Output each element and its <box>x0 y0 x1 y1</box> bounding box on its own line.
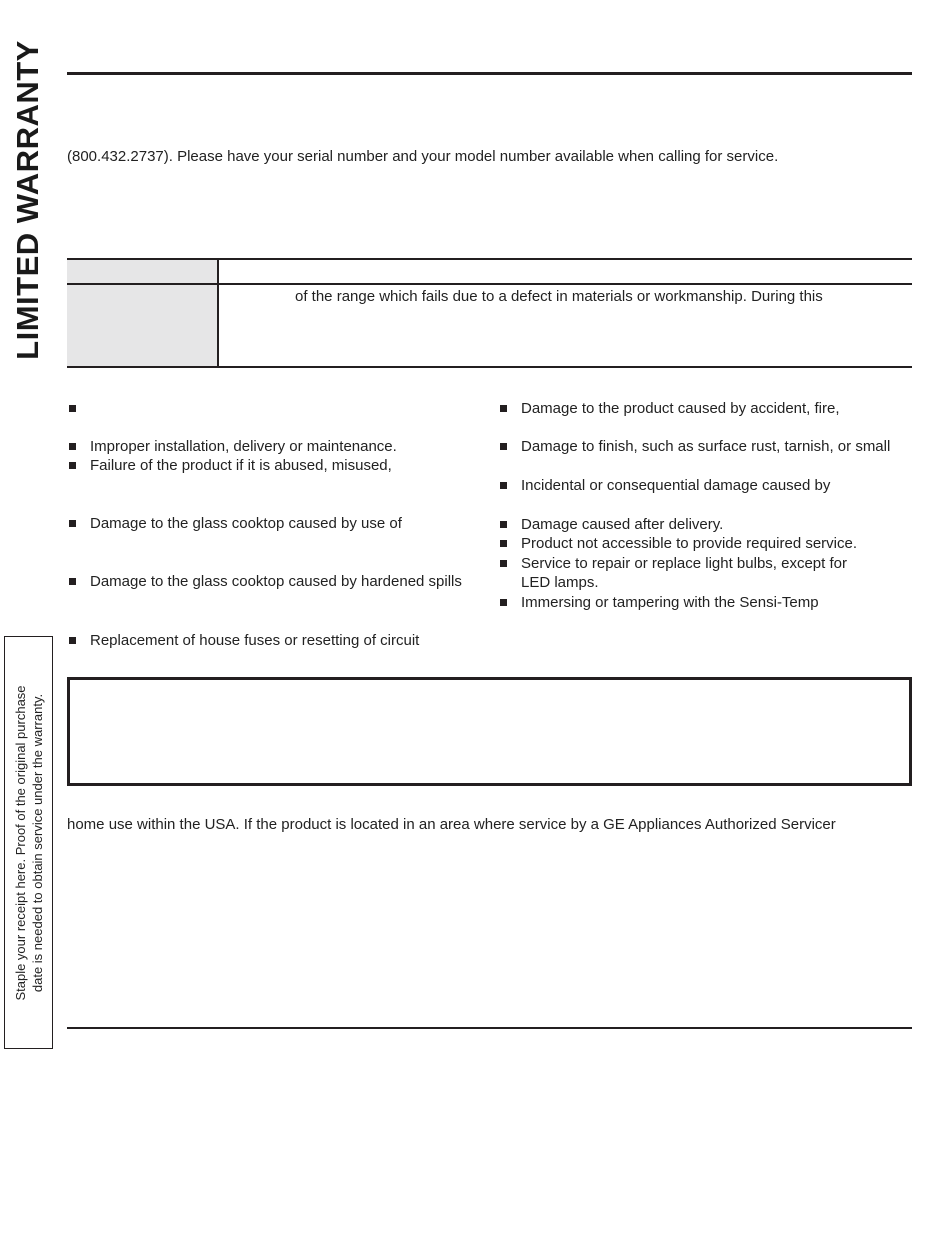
receipt-line-1: Staple your receipt here. Proof of the original purchase <box>12 684 28 1001</box>
bullet-icon <box>69 443 76 450</box>
list-item: Immersing or tampering with the Sensi-Temp <box>521 594 819 611</box>
bullet-icon <box>500 482 507 489</box>
list-item: Damage to the product caused by accident, fire, <box>521 400 840 417</box>
bullet-icon <box>500 560 507 567</box>
list-item-continuation: LED lamps. <box>521 574 599 591</box>
bullet-icon <box>69 405 76 412</box>
table-divider <box>217 259 219 367</box>
bullet-icon <box>500 405 507 412</box>
notice-box <box>67 677 912 786</box>
list-item: Damage to the glass cooktop caused by hardened spills <box>90 573 462 590</box>
receipt-instructions <box>12 685 46 1000</box>
bullet-icon <box>500 521 507 528</box>
list-item: Damage to finish, such as surface rust, tarnish, or small <box>521 438 891 455</box>
bullet-icon <box>69 578 76 585</box>
list-item: Damage caused after delivery. <box>521 516 724 533</box>
table-header-cell <box>67 259 217 283</box>
list-item: Replacement of house fuses or resetting of circuit <box>90 632 420 649</box>
list-item: Damage to the glass cooktop caused by use of <box>90 515 402 532</box>
bottom-rule <box>67 1027 912 1029</box>
table-top-rule <box>67 258 912 260</box>
list-item: Service to repair or replace light bulbs, except for <box>521 555 847 572</box>
receipt-staple-box <box>4 636 53 1049</box>
table-bottom-rule <box>67 366 912 368</box>
bullet-icon <box>69 520 76 527</box>
table-row-label-cell <box>67 285 217 366</box>
receipt-line-2: date is needed to obtain service under the warranty. <box>29 693 45 992</box>
service-phone-line: (800.432.2737). Please have your serial number and your model number available when calling for service. <box>67 148 779 165</box>
top-rule <box>67 72 912 75</box>
bullet-icon <box>69 462 76 469</box>
bullet-icon <box>500 599 507 606</box>
usa-service-line: home use within the USA. If the product is located in an area where service by a GE Appliances Authorized Servicer <box>67 816 836 833</box>
side-title <box>8 40 48 360</box>
side-title-text: LIMITED WARRANTY <box>10 40 45 360</box>
table-row-text: of the range which fails due to a defect in materials or workmanship. During this <box>295 288 823 305</box>
bullet-icon <box>500 443 507 450</box>
list-item: Product not accessible to provide required service. <box>521 535 858 552</box>
table-mid-rule <box>67 283 912 285</box>
list-item: Incidental or consequential damage caused by <box>521 477 831 494</box>
bullet-icon <box>500 540 507 547</box>
bullet-icon <box>69 637 76 644</box>
list-item: Failure of the product if it is abused, misused, <box>90 457 392 474</box>
list-item: Improper installation, delivery or maintenance. <box>90 438 397 455</box>
